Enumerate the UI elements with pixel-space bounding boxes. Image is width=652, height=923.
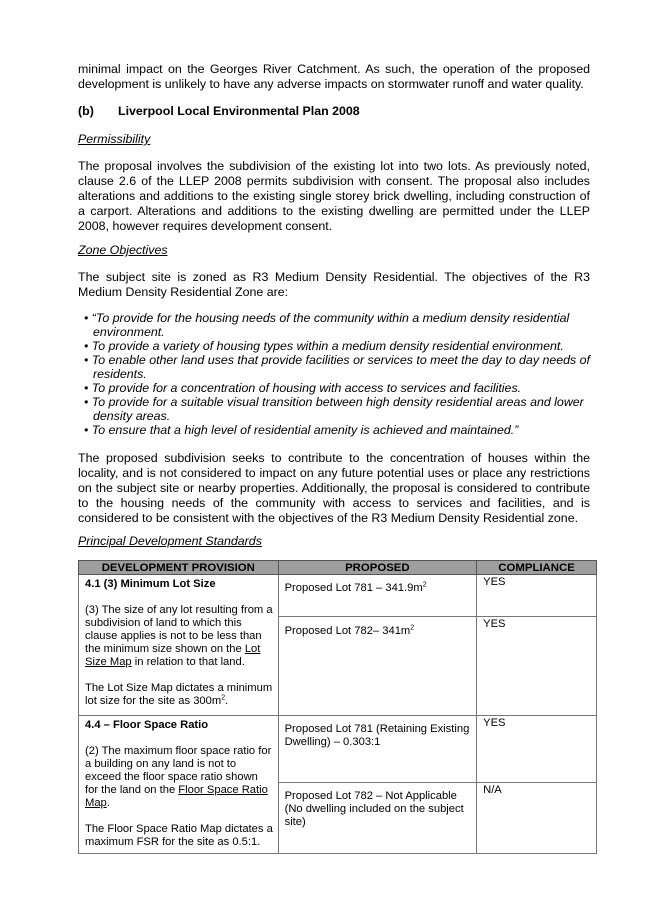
- standards-table: [78, 560, 597, 854]
- section-b-heading: [78, 104, 360, 118]
- zone-objectives-conclusion: The proposed subdivision seeks to contribute to the concentration of houses within the locality, and is not considered to impact on any future potential uses or place any restrictions on the subject site or nearby properties. Additionally, the proposal is considered to contribute to the housing needs of the community with access to services and facilities, and is considered to be consistent with the objectives of the R3 Medium Density Residential zone.: [78, 451, 590, 525]
- zone-objectives-intro: The subject site is zoned as R3 Medium Density Residential. The objectives of the R3 Medium Density Residential Zone are:: [78, 270, 590, 299]
- column-header: PROPOSED: [278, 561, 477, 575]
- proposed-cell: Proposed Lot $781 - 341.9m^2$: [278, 575, 477, 617]
- compliance-cell: YES: [477, 575, 597, 617]
- provision-note: The Floor Space Ratio Map dictates a maximum FSR for the site as 0.5:1.: [85, 823, 273, 848]
- provision-title: 4.4 – Floor Space Ratio: [85, 719, 209, 731]
- provision-body: (2) The maximum floor space ratio for a building on any land is not to exceed the floor space ratio shown for the land on the Floor Space Ratio Map.: [85, 745, 272, 809]
- objective-item: • To ensure that a high level of residential amenity is achieved and maintained.”: [84, 423, 519, 437]
- standards-heading: Principal Development Standards: [78, 534, 262, 548]
- provision-cell: [79, 575, 279, 716]
- objective-item: • To provide a variety of housing types within a medium density residential environment.: [84, 339, 564, 353]
- objective-item: • “To provide for the housing needs of the community within a medium density residential environment.: [84, 311, 570, 339]
- section-b-label: (b): [78, 104, 94, 118]
- proposed-cell: Proposed Lot 782– $341m^2$: [278, 617, 477, 716]
- compliance-cell: N/A: [477, 782, 597, 853]
- objective-item: • To enable other land uses that provide facilities or services to meet the day to day needs of residents.: [84, 353, 590, 381]
- column-header: COMPLIANCE: [477, 561, 597, 575]
- table-row: [79, 575, 597, 617]
- provision-cell: [79, 716, 279, 854]
- provision-note: The Lot Size Map dictates a minimum lot size for the site as $300m^2$.: [85, 682, 273, 707]
- intro-paragraph: minimal impact on the Georges River Catchment. As such, the operation of the proposed development is unlikely to have any adverse impacts on stormwater runoff and water quality.: [78, 62, 590, 91]
- zone-objectives-list: [84, 311, 590, 437]
- lot-size-map-link[interactable]: Lot Size Map: [85, 643, 261, 668]
- objective-item: • To provide for a suitable visual transition between high density residential areas and lower density areas.: [84, 395, 584, 423]
- provision-title: 4.1 (3) Minimum Lot Size: [85, 578, 216, 590]
- objective-item: • To provide for a concentration of housing with access to services and facilities.: [84, 381, 522, 395]
- section-b-title: Liverpool Local Environmental Plan 2008: [118, 104, 360, 118]
- column-header: DEVELOPMENT PROVISION: [79, 561, 279, 575]
- table-header-row: [79, 561, 597, 575]
- permissibility-text: The proposal involves the subdivision of the existing lot into two lots. As previously noted, clause 2.6 of the LLEP 2008 permits subdivision with consent. The proposal also includes alterations and additions to the existing single storey brick dwelling, including construction of a carport. Alterations and additions to the existing dwelling are permitted under the LLEP 2008, however requires development consent.: [78, 159, 590, 233]
- zone-objectives-heading: Zone Objectives: [78, 243, 168, 257]
- proposed-cell: Proposed Lot 781 (Retaining Existing Dwelling) – 0.303:1: [278, 716, 477, 783]
- proposed-cell: Proposed Lot 782 – Not Applicable (No dwelling included on the subject site): [278, 782, 477, 853]
- permissibility-heading: Permissibility: [78, 132, 151, 146]
- table-row: [79, 716, 597, 783]
- provision-body: (3) The size of any lot resulting from a subdivision of land to which this clause applies is not to be less than the minimum size shown on the Lot Size Map in relation to that land.: [85, 604, 273, 668]
- fsr-map-link[interactable]: Floor Space Ratio Map: [85, 784, 268, 809]
- compliance-cell: YES: [477, 617, 597, 716]
- compliance-cell: YES: [477, 716, 597, 783]
